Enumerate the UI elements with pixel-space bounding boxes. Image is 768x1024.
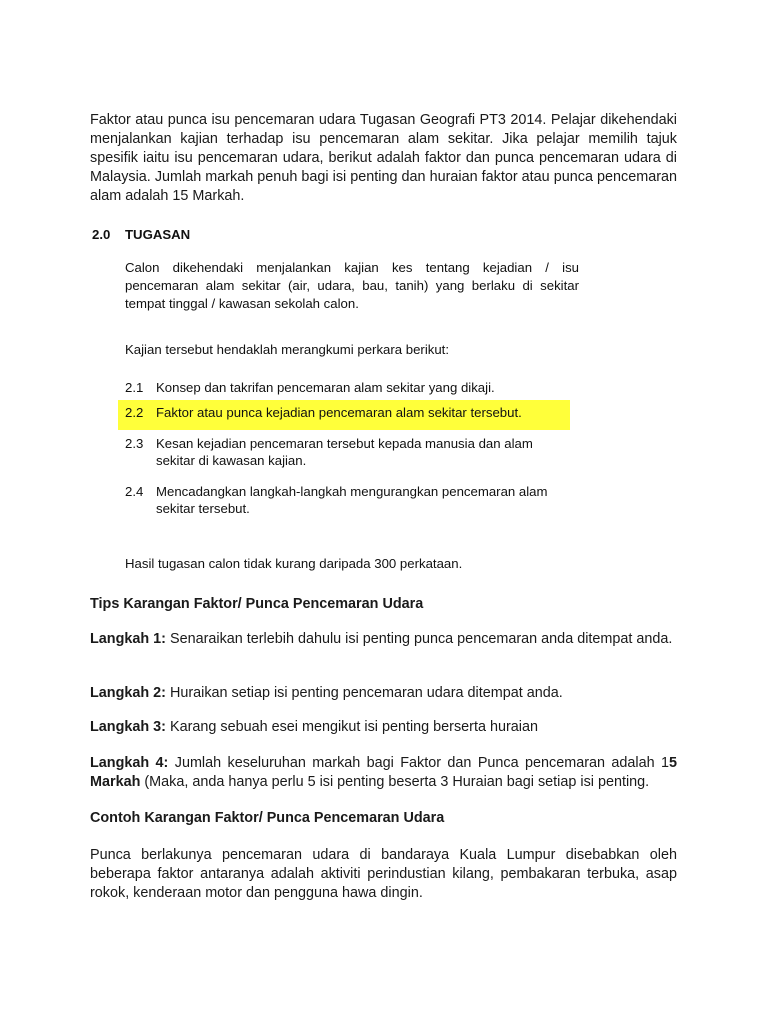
step-3 <box>90 718 677 737</box>
step-label: Langkah 4: <box>90 755 169 771</box>
tips-heading: Tips Karangan Faktor/ Punca Pencemaran Udara <box>90 596 424 612</box>
example-heading: Contoh Karangan Faktor/ Punca Pencemaran Udara <box>90 810 445 826</box>
task-item-highlighted <box>125 404 565 421</box>
task-item-text: Kesan kejadian pencemaran tersebut kepada manusia dan alam sekitar di kawasan kajian. <box>156 436 533 468</box>
task-item-text: Faktor atau punca kejadian pencemaran alam sekitar tersebut. <box>156 405 522 420</box>
example-paragraph: Punca berlakunya pencemaran udara di bandaraya Kuala Lumpur disebabkan oleh beberapa faktor antaranya adalah aktiviti perindustian kilang, pembakaran terbuka, asap rokok, kenderaan motor dan pengguna hawa dingin. <box>90 847 677 901</box>
task-item <box>125 483 565 517</box>
step-2 <box>90 684 677 703</box>
step-bold-text: 5 Markah <box>90 755 678 790</box>
step-4 <box>90 754 677 792</box>
step-label: Langkah 2: <box>90 685 166 701</box>
step-label: Langkah 3: <box>90 719 166 735</box>
step-text: Senaraikan terlebih dahulu isi penting punca pencemaran anda ditempat anda. <box>165 631 673 647</box>
step-text: Karang sebuah esei mengikut isi penting berserta huraian <box>165 719 538 735</box>
step-text: Huraikan setiap isi penting pencemaran udara ditempat anda. <box>165 685 563 701</box>
task-item-number: 2.2 <box>125 405 144 420</box>
task-result: Hasil tugasan calon tidak kurang daripada 300 perkataan. <box>125 556 463 571</box>
step-1 <box>90 630 677 649</box>
task-item-number: 2.1 <box>125 380 144 395</box>
task-item-number: 2.4 <box>125 484 144 499</box>
step-label: Langkah 1: <box>90 631 166 647</box>
intro-paragraph: Faktor atau punca isu pencemaran udara Tugasan Geografi PT3 2014. Pelajar dikehendaki menjalankan kajian terhadap isu pencemaran alam sekitar. Jika pelajar memilih tajuk spesifik iaitu isu pencemaran udara, berikut adalah faktor dan punca pencemaran udara di Malaysia. Jumlah markah penuh bagi isi penting dan huraian faktor atau punca pencemaran alam adalah 15 Markah. <box>90 112 677 204</box>
step-text: Jumlah keseluruhan markah bagi Faktor dan Punca pencemaran adalah 1 <box>168 755 669 771</box>
task-item <box>125 435 565 469</box>
task-item-text: Mencadangkan langkah-langkah mengurangkan pencemaran alam sekitar tersebut. <box>156 484 548 516</box>
step-text: (Maka, anda hanya perlu 5 isi penting beserta 3 Huraian bagi setiap isi penting. <box>140 774 650 790</box>
task-item-number: 2.3 <box>125 436 144 451</box>
task-heading <box>92 227 190 242</box>
task-description: Calon dikehendaki menjalankan kajian kes tentang kejadian / isu pencemaran alam sekitar (air, udara, bau, tanih) yang berlaku di sekitar tempat tinggal / kawasan sekolah calon. <box>125 260 579 311</box>
task-title: TUGASAN <box>125 227 191 242</box>
task-number: 2.0 <box>92 227 111 242</box>
task-item-text: Konsep dan takrifan pencemaran alam sekitar yang dikaji. <box>156 380 495 395</box>
task-item <box>125 379 565 396</box>
task-intro: Kajian tersebut hendaklah merangkumi perkara berikut: <box>125 342 450 357</box>
